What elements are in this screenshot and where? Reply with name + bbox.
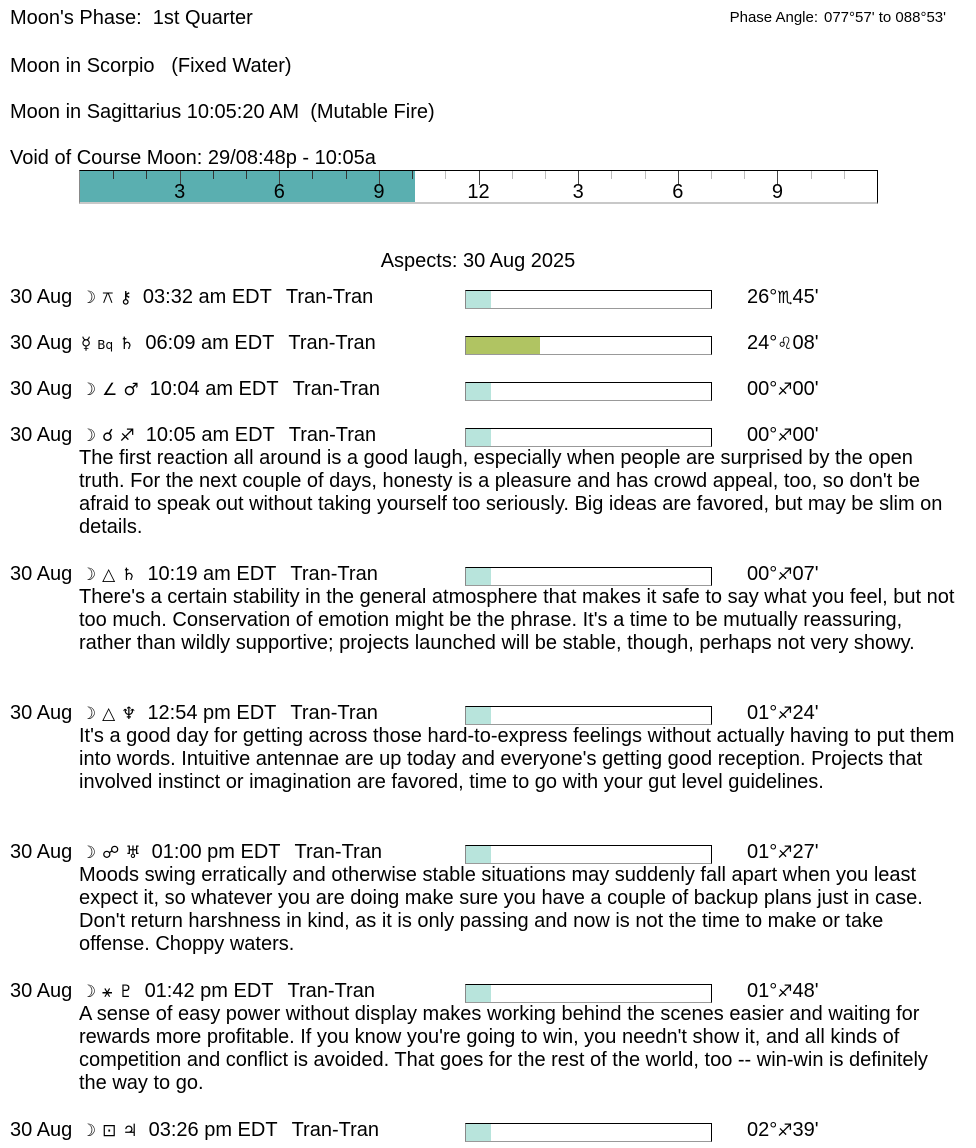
position-degrees: 01° bbox=[747, 841, 778, 863]
zodiac-sign-icon: ♐ bbox=[777, 1121, 793, 1141]
planet-2-icon: ♅ bbox=[125, 843, 141, 863]
timeline-hour-label: 9 bbox=[771, 181, 783, 203]
aspect-position bbox=[747, 563, 819, 586]
aspect-type: Tran-Tran bbox=[294, 841, 382, 863]
timeline-tick bbox=[711, 171, 712, 179]
position-degrees: 01° bbox=[747, 980, 778, 1002]
planet-2-icon: ♇ bbox=[118, 982, 134, 1002]
aspect-header bbox=[10, 841, 382, 864]
aspect-strength-fill bbox=[466, 985, 491, 1002]
aspect-date: 30 Aug bbox=[10, 563, 73, 585]
timeline-hour-label: 6 bbox=[273, 181, 285, 203]
aspect-icon: ⚻ bbox=[102, 288, 114, 308]
planet-2-icon: ♃ bbox=[122, 1121, 138, 1141]
aspect-position bbox=[747, 424, 819, 447]
aspect-header bbox=[10, 286, 373, 309]
planet-2-icon: ♄ bbox=[119, 334, 135, 354]
planet-1-icon: ☽ bbox=[80, 704, 97, 724]
aspect-strength-bar bbox=[465, 845, 712, 864]
timeline-tick bbox=[844, 171, 845, 179]
position-minutes: 24' bbox=[792, 702, 819, 724]
zodiac-sign-icon: ♏ bbox=[777, 288, 793, 308]
aspect-strength-bar bbox=[465, 706, 712, 725]
aspect-description: There's a certain stability in the general atmosphere that makes it safe to say what you feel, but not too much. Conservation of emotion might be the phrase. It's a time to be mutually reassuring, rather than wildly supportive; projects launched will be stable, though, perhaps not very showy. bbox=[79, 586, 955, 654]
aspect-strength-fill bbox=[466, 429, 491, 446]
aspect-time: 01:42 pm EDT bbox=[144, 980, 274, 1002]
timeline-tick bbox=[645, 171, 646, 179]
planet-1-icon: ☽ bbox=[80, 380, 97, 400]
aspect-position bbox=[747, 286, 819, 309]
aspect-strength-bar bbox=[465, 1123, 712, 1142]
position-degrees: 02° bbox=[747, 1119, 778, 1141]
moon-sign-next bbox=[10, 101, 435, 124]
aspect-strength-bar bbox=[465, 984, 712, 1003]
timeline-tick bbox=[445, 171, 446, 179]
aspect-header bbox=[10, 1119, 379, 1142]
aspect-icon: Bq bbox=[97, 338, 114, 352]
timeline-tick bbox=[346, 171, 347, 179]
zodiac-sign-icon: ♐ bbox=[777, 704, 793, 724]
position-minutes: 00' bbox=[792, 378, 819, 400]
aspect-header bbox=[10, 332, 376, 355]
timeline-tick bbox=[246, 171, 247, 179]
timeline-tick bbox=[312, 171, 313, 179]
moon-sign-current-quality: (Fixed Water) bbox=[171, 55, 292, 77]
aspect-header bbox=[10, 702, 378, 725]
aspect-date: 30 Aug bbox=[10, 332, 73, 354]
phase-angle-label: Phase Angle: bbox=[729, 9, 818, 26]
aspect-strength-bar bbox=[465, 336, 712, 355]
position-minutes: 45' bbox=[792, 286, 819, 308]
aspect-icon: △ bbox=[102, 704, 116, 724]
position-degrees: 00° bbox=[747, 424, 778, 446]
aspect-header bbox=[10, 563, 378, 586]
aspect-strength-bar bbox=[465, 290, 712, 309]
zodiac-sign-icon: ♐ bbox=[777, 843, 793, 863]
aspect-date: 30 Aug bbox=[10, 424, 73, 446]
aspect-strength-fill bbox=[466, 337, 540, 354]
aspect-position bbox=[747, 841, 819, 864]
moon-sign-next-text: Moon in Sagittarius 10:05:20 AM bbox=[10, 101, 300, 123]
aspect-position bbox=[747, 1119, 819, 1142]
aspect-icon: ☌ bbox=[102, 426, 114, 446]
position-minutes: 48' bbox=[792, 980, 819, 1002]
aspect-time: 03:32 am EDT bbox=[142, 286, 272, 308]
phase-angle-value: 077°57' to 088°53' bbox=[824, 9, 946, 26]
timeline-tick bbox=[811, 171, 812, 179]
moon-sign-next-quality: (Mutable Fire) bbox=[310, 101, 435, 123]
position-degrees: 00° bbox=[747, 563, 778, 585]
aspect-time: 10:04 am EDT bbox=[149, 378, 279, 400]
planet-2-icon: ♐ bbox=[119, 426, 135, 446]
planet-2-icon: ♆ bbox=[121, 704, 137, 724]
aspect-strength-bar bbox=[465, 428, 712, 447]
aspect-position bbox=[747, 980, 819, 1003]
aspect-time: 10:05 am EDT bbox=[145, 424, 275, 446]
aspect-strength-fill bbox=[466, 383, 491, 400]
aspect-icon: △ bbox=[102, 565, 116, 585]
timeline-hour-label: 6 bbox=[672, 181, 684, 203]
aspect-strength-fill bbox=[466, 291, 491, 308]
timeline-tick bbox=[213, 171, 214, 179]
aspect-icon: ⚹ bbox=[102, 982, 113, 1002]
planet-1-icon: ☿ bbox=[80, 334, 92, 354]
aspect-icon: ☍ bbox=[102, 843, 120, 863]
aspect-type: Tran-Tran bbox=[288, 332, 376, 354]
position-minutes: 07' bbox=[792, 563, 819, 585]
moon-phase-label: Moon's Phase: bbox=[10, 7, 142, 29]
position-minutes: 27' bbox=[792, 841, 819, 863]
planet-2-icon: ⚷ bbox=[119, 288, 132, 308]
position-degrees: 26° bbox=[747, 286, 778, 308]
zodiac-sign-icon: ♐ bbox=[777, 982, 793, 1002]
planet-2-icon: ♄ bbox=[121, 565, 137, 585]
aspect-position bbox=[747, 702, 819, 725]
aspect-strength-fill bbox=[466, 707, 491, 724]
planet-1-icon: ☽ bbox=[80, 288, 97, 308]
aspect-time: 01:00 pm EDT bbox=[151, 841, 281, 863]
planet-2-icon: ♂ bbox=[123, 380, 139, 400]
moon-phase-value: 1st Quarter bbox=[152, 7, 253, 29]
timeline-tick bbox=[512, 171, 513, 179]
aspect-time: 10:19 am EDT bbox=[147, 563, 277, 585]
aspect-icon: ⊡ bbox=[102, 1121, 117, 1141]
aspect-type: Tran-Tran bbox=[287, 980, 375, 1002]
timeline-tick bbox=[146, 171, 147, 179]
aspect-description: It's a good day for getting across those hard-to-express feelings without actually having to put them into words. Intuitive antennae are up today and everyone's getting good reception. Projects that involved instinct or imagination are favored, time to go with your gut level guidelines. bbox=[79, 725, 955, 793]
moon-sign-current-text: Moon in Scorpio bbox=[10, 55, 155, 77]
aspect-time: 06:09 am EDT bbox=[145, 332, 275, 354]
planet-1-icon: ☽ bbox=[80, 426, 97, 446]
aspect-type: Tran-Tran bbox=[292, 378, 380, 400]
position-minutes: 00' bbox=[792, 424, 819, 446]
aspect-date: 30 Aug bbox=[10, 841, 73, 863]
position-minutes: 39' bbox=[792, 1119, 819, 1141]
aspect-description: A sense of easy power without display makes working behind the scenes easier and waiting for rewards more profitable. If you know you're going to win, you needn't show it, and all kinds of competition and conflict is avoided. That goes for the rest of the world, too -- win-win is definitely the way to go. bbox=[79, 1003, 928, 1094]
aspect-date: 30 Aug bbox=[10, 702, 73, 724]
timeline-tick bbox=[113, 171, 114, 179]
aspect-description: Moods swing erratically and otherwise stable situations may suddenly fall apart when you least expect it, so whatever you are doing make sure you have a couple of backup plans just in case. Don't return harshness in kind, as it is only passing and now is not the time to make or take offense. Choppy waters. bbox=[79, 864, 923, 955]
position-degrees: 00° bbox=[747, 378, 778, 400]
aspect-strength-fill bbox=[466, 568, 491, 585]
aspect-header bbox=[10, 424, 376, 447]
timeline-hour-label: 3 bbox=[572, 181, 584, 203]
timeline-hour-label: 12 bbox=[467, 181, 490, 203]
aspect-type: Tran-Tran bbox=[285, 286, 374, 308]
aspect-date: 30 Aug bbox=[10, 1119, 73, 1141]
timeline-tick bbox=[611, 171, 612, 179]
aspect-strength-fill bbox=[466, 1124, 491, 1141]
planet-1-icon: ☽ bbox=[80, 843, 97, 863]
aspect-time: 03:26 pm EDT bbox=[148, 1119, 278, 1141]
aspect-type: Tran-Tran bbox=[291, 1119, 379, 1141]
zodiac-sign-icon: ♐ bbox=[777, 380, 793, 400]
aspect-time: 12:54 pm EDT bbox=[147, 702, 277, 724]
aspect-type: Tran-Tran bbox=[290, 563, 378, 585]
timeline-hour-label: 9 bbox=[373, 181, 385, 203]
moon-phase bbox=[10, 7, 253, 30]
aspect-header bbox=[10, 378, 380, 401]
timeline-tick bbox=[744, 171, 745, 179]
aspects-title: Aspects: 30 Aug 2025 bbox=[380, 250, 576, 272]
aspect-position bbox=[747, 378, 819, 401]
aspect-date: 30 Aug bbox=[10, 980, 73, 1002]
void-of-course-timeline bbox=[79, 170, 878, 204]
planet-1-icon: ☽ bbox=[80, 565, 97, 585]
void-of-course: Void of Course Moon: 29/08:48p - 10:05a bbox=[10, 147, 376, 169]
aspect-strength-fill bbox=[466, 846, 491, 863]
timeline-tick bbox=[545, 171, 546, 179]
aspect-strength-bar bbox=[465, 382, 712, 401]
timeline-tick bbox=[412, 171, 413, 179]
void-period-fill bbox=[80, 171, 415, 202]
timeline-hour-label: 3 bbox=[174, 181, 186, 203]
aspect-type: Tran-Tran bbox=[290, 702, 378, 724]
aspect-description: The first reaction all around is a good laugh, especially when people are surprised by the open truth. For the next couple of days, honesty is a pleasure and has crowd appeal, too, so don't be afraid to speak out without taking yourself too seriously. Big ideas are favored, but may be slim on details. bbox=[79, 447, 943, 538]
position-degrees: 24° bbox=[747, 332, 778, 354]
phase-angle bbox=[730, 9, 946, 26]
aspect-date: 30 Aug bbox=[10, 286, 73, 308]
zodiac-sign-icon: ♌ bbox=[777, 334, 793, 354]
planet-1-icon: ☽ bbox=[80, 1121, 97, 1141]
zodiac-sign-icon: ♐ bbox=[777, 426, 793, 446]
aspect-type: Tran-Tran bbox=[288, 424, 377, 446]
aspect-header bbox=[10, 980, 375, 1003]
aspect-position bbox=[747, 332, 819, 355]
aspect-strength-bar bbox=[465, 567, 712, 586]
position-degrees: 01° bbox=[747, 702, 778, 724]
planet-1-icon: ☽ bbox=[80, 982, 97, 1002]
aspect-icon: ∠ bbox=[102, 380, 118, 400]
zodiac-sign-icon: ♐ bbox=[777, 565, 793, 585]
aspect-date: 30 Aug bbox=[10, 378, 73, 400]
moon-sign-current bbox=[10, 55, 292, 78]
position-minutes: 08' bbox=[792, 332, 819, 354]
